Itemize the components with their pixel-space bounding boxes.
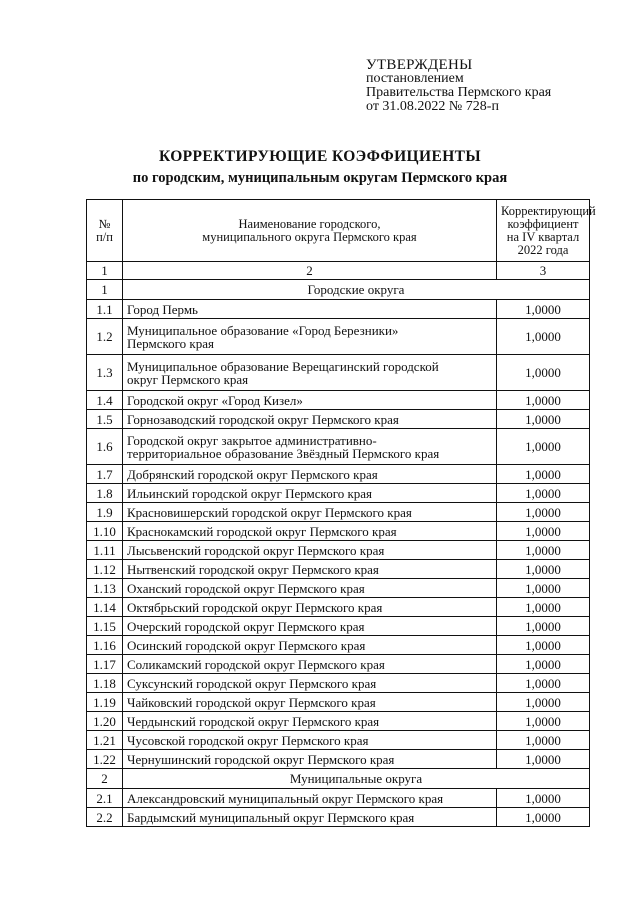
- row-name: [123, 655, 497, 674]
- row-number: 1.3: [87, 355, 123, 391]
- row-name: [123, 789, 497, 808]
- table-row: [87, 712, 590, 731]
- row-name-line: Добрянский городской округ Пермского края: [127, 466, 378, 482]
- table-row: [87, 391, 590, 410]
- row-name-line: Краснокамский городской округ Пермского края: [127, 523, 397, 539]
- table-row: [87, 319, 590, 355]
- row-coefficient: 1,0000: [497, 465, 590, 484]
- row-name-line: Горнозаводский городской округ Пермского края: [127, 411, 399, 427]
- column-index: 3: [497, 262, 590, 280]
- table-row: [87, 522, 590, 541]
- table-row: [87, 560, 590, 579]
- table-row: [87, 693, 590, 712]
- row-name-line: Красновишерский городской округ Пермского края: [127, 504, 412, 520]
- document-title: КОРРЕКТИРУЮЩИЕ КОЭФФИЦИЕНТЫ: [158, 148, 482, 165]
- row-coefficient: 1,0000: [497, 579, 590, 598]
- row-name-line: Чернушинский городской округ Пермского края: [127, 751, 395, 767]
- row-name: [123, 598, 497, 617]
- row-name-line: Городской округ «Город Кизел»: [127, 392, 303, 408]
- row-name-line: территориальное образование Звёздный Пермского края: [127, 445, 440, 461]
- row-coefficient: 1,0000: [497, 693, 590, 712]
- row-name-line: Александровский муниципальный округ Пермского края: [127, 790, 444, 806]
- row-name: [123, 674, 497, 693]
- row-name: [123, 731, 497, 750]
- row-name-line: Оханский городской округ Пермского края: [127, 580, 365, 596]
- row-name-line: Муниципальное образование Верещагинский городской: [127, 358, 439, 374]
- table-row: [87, 484, 590, 503]
- row-name: [123, 319, 497, 355]
- row-name-line: Ильинский городской округ Пермского края: [127, 485, 373, 501]
- table-row: [87, 808, 590, 827]
- row-name: [123, 808, 497, 827]
- row-number: 1.4: [87, 391, 123, 410]
- row-name: [123, 541, 497, 560]
- header-coefficient-line: 2022 года: [517, 242, 569, 257]
- row-name-line: Чайковский городской округ Пермского края: [127, 694, 376, 710]
- table-row: [87, 503, 590, 522]
- row-number: 1.8: [87, 484, 123, 503]
- row-coefficient: 1,0000: [497, 731, 590, 750]
- section-row: [87, 280, 590, 300]
- section-number: 1: [87, 280, 123, 300]
- header-name-line: Наименование городского,: [238, 216, 381, 231]
- row-number: 2.2: [87, 808, 123, 827]
- row-number: 1.17: [87, 655, 123, 674]
- table-row: [87, 541, 590, 560]
- row-coefficient: 1,0000: [497, 655, 590, 674]
- table-row: [87, 636, 590, 655]
- row-name-line: Осинский городской округ Пермского края: [127, 637, 366, 653]
- row-coefficient: 1,0000: [497, 300, 590, 319]
- row-number: 1.2: [87, 319, 123, 355]
- row-coefficient: 1,0000: [497, 808, 590, 827]
- row-coefficient: 1,0000: [497, 391, 590, 410]
- header-name: [123, 200, 497, 262]
- row-number: 1.20: [87, 712, 123, 731]
- row-number: 1.9: [87, 503, 123, 522]
- table-row: [87, 410, 590, 429]
- row-name: [123, 712, 497, 731]
- table-row: [87, 300, 590, 319]
- header-number-line: п/п: [96, 229, 113, 244]
- row-name: [123, 579, 497, 598]
- table-row: [87, 355, 590, 391]
- row-name: [123, 355, 497, 391]
- row-number: 1.14: [87, 598, 123, 617]
- header-coefficient: [497, 200, 596, 262]
- table-row: [87, 617, 590, 636]
- row-name: [123, 636, 497, 655]
- row-name-line: Городской округ закрытое административно-: [127, 432, 377, 448]
- row-coefficient: 1,0000: [497, 429, 590, 465]
- row-number: 1.6: [87, 429, 123, 465]
- row-name: [123, 391, 497, 410]
- header-coefficient-line: на IV квартал: [506, 229, 580, 244]
- row-name: [123, 484, 497, 503]
- header-number: [87, 200, 123, 262]
- header-coefficient-line: Корректирующий: [501, 203, 596, 218]
- row-coefficient: 1,0000: [497, 617, 590, 636]
- table-row: [87, 465, 590, 484]
- column-index: 1: [87, 262, 123, 280]
- row-number: 1.15: [87, 617, 123, 636]
- row-coefficient: 1,0000: [497, 789, 590, 808]
- row-name-line: Чусовской городской округ Пермского края: [127, 732, 369, 748]
- table-header-row: [87, 200, 590, 262]
- row-name: [123, 693, 497, 712]
- table-row: [87, 731, 590, 750]
- table-row: [87, 598, 590, 617]
- row-coefficient: 1,0000: [497, 503, 590, 522]
- document-subtitle: по городским, муниципальным округам Пермского края: [132, 170, 508, 186]
- row-number: 1.7: [87, 465, 123, 484]
- row-number: 2.1: [87, 789, 123, 808]
- row-coefficient: 1,0000: [497, 636, 590, 655]
- row-name-line: Нытвенский городской округ Пермского края: [127, 561, 379, 577]
- approval-stamp: [366, 58, 626, 114]
- approval-line-3: от 31.08.2022 № 728-п: [366, 99, 499, 114]
- approval-heading: УТВЕРЖДЕНЫ: [366, 57, 473, 73]
- table-row: [87, 674, 590, 693]
- row-name-line: Лысьвенский городской округ Пермского края: [127, 542, 385, 558]
- table-row: [87, 750, 590, 769]
- row-number: 1.22: [87, 750, 123, 769]
- row-coefficient: 1,0000: [497, 410, 590, 429]
- table-row: [87, 655, 590, 674]
- table-row: [87, 579, 590, 598]
- row-number: 1.12: [87, 560, 123, 579]
- row-coefficient: 1,0000: [497, 355, 590, 391]
- coefficients-table: [86, 199, 596, 827]
- row-coefficient: 1,0000: [497, 750, 590, 769]
- column-index-row: [87, 262, 590, 280]
- row-number: 1.5: [87, 410, 123, 429]
- row-coefficient: 1,0000: [497, 598, 590, 617]
- section-title: Муниципальные округа: [123, 769, 590, 789]
- section-title: Городские округа: [123, 280, 590, 300]
- row-name: [123, 410, 497, 429]
- row-name: [123, 617, 497, 636]
- row-name-line: Чердынский городской округ Пермского края: [127, 713, 380, 729]
- row-name-line: Муниципальное образование «Город Березники»: [127, 322, 399, 338]
- row-number: 1.18: [87, 674, 123, 693]
- row-coefficient: 1,0000: [497, 541, 590, 560]
- row-number: 1.1: [87, 300, 123, 319]
- row-name: [123, 429, 497, 465]
- table-row: [87, 789, 590, 808]
- row-number: 1.16: [87, 636, 123, 655]
- row-number: 1.21: [87, 731, 123, 750]
- row-coefficient: 1,0000: [497, 319, 590, 355]
- row-coefficient: 1,0000: [497, 484, 590, 503]
- row-name-line: Соликамский городской округ Пермского края: [127, 656, 385, 672]
- row-coefficient: 1,0000: [497, 522, 590, 541]
- row-name-line: Суксунский городской округ Пермского края: [127, 675, 377, 691]
- header-coefficient-line: коэффициент: [507, 216, 579, 231]
- row-name: [123, 750, 497, 769]
- row-coefficient: 1,0000: [497, 712, 590, 731]
- row-name: [123, 560, 497, 579]
- row-number: 1.13: [87, 579, 123, 598]
- row-number: 1.11: [87, 541, 123, 560]
- row-number: 1.19: [87, 693, 123, 712]
- row-name: [123, 300, 497, 319]
- row-coefficient: 1,0000: [497, 560, 590, 579]
- row-name-line: Октябрьский городской округ Пермского края: [127, 599, 383, 615]
- approval-line-2: Правительства Пермского края: [366, 85, 552, 100]
- section-number: 2: [87, 769, 123, 789]
- row-name: [123, 465, 497, 484]
- row-coefficient: 1,0000: [497, 674, 590, 693]
- column-index: 2: [123, 262, 497, 280]
- table-row: [87, 429, 590, 465]
- row-name-line: округ Пермского края: [127, 371, 249, 387]
- row-name-line: Очерский городской округ Пермского края: [127, 618, 365, 634]
- header-name-line: муниципального округа Пермского края: [202, 229, 417, 244]
- row-name-line: Бардымский муниципальный округ Пермского края: [127, 809, 415, 825]
- approval-line-1: постановлением: [366, 71, 464, 86]
- row-name-line: Пермского края: [127, 335, 214, 351]
- row-number: 1.10: [87, 522, 123, 541]
- section-row: [87, 769, 590, 789]
- header-number-line: №: [98, 216, 111, 231]
- row-name: [123, 503, 497, 522]
- row-name: [123, 522, 497, 541]
- row-name-line: Город Пермь: [127, 301, 198, 317]
